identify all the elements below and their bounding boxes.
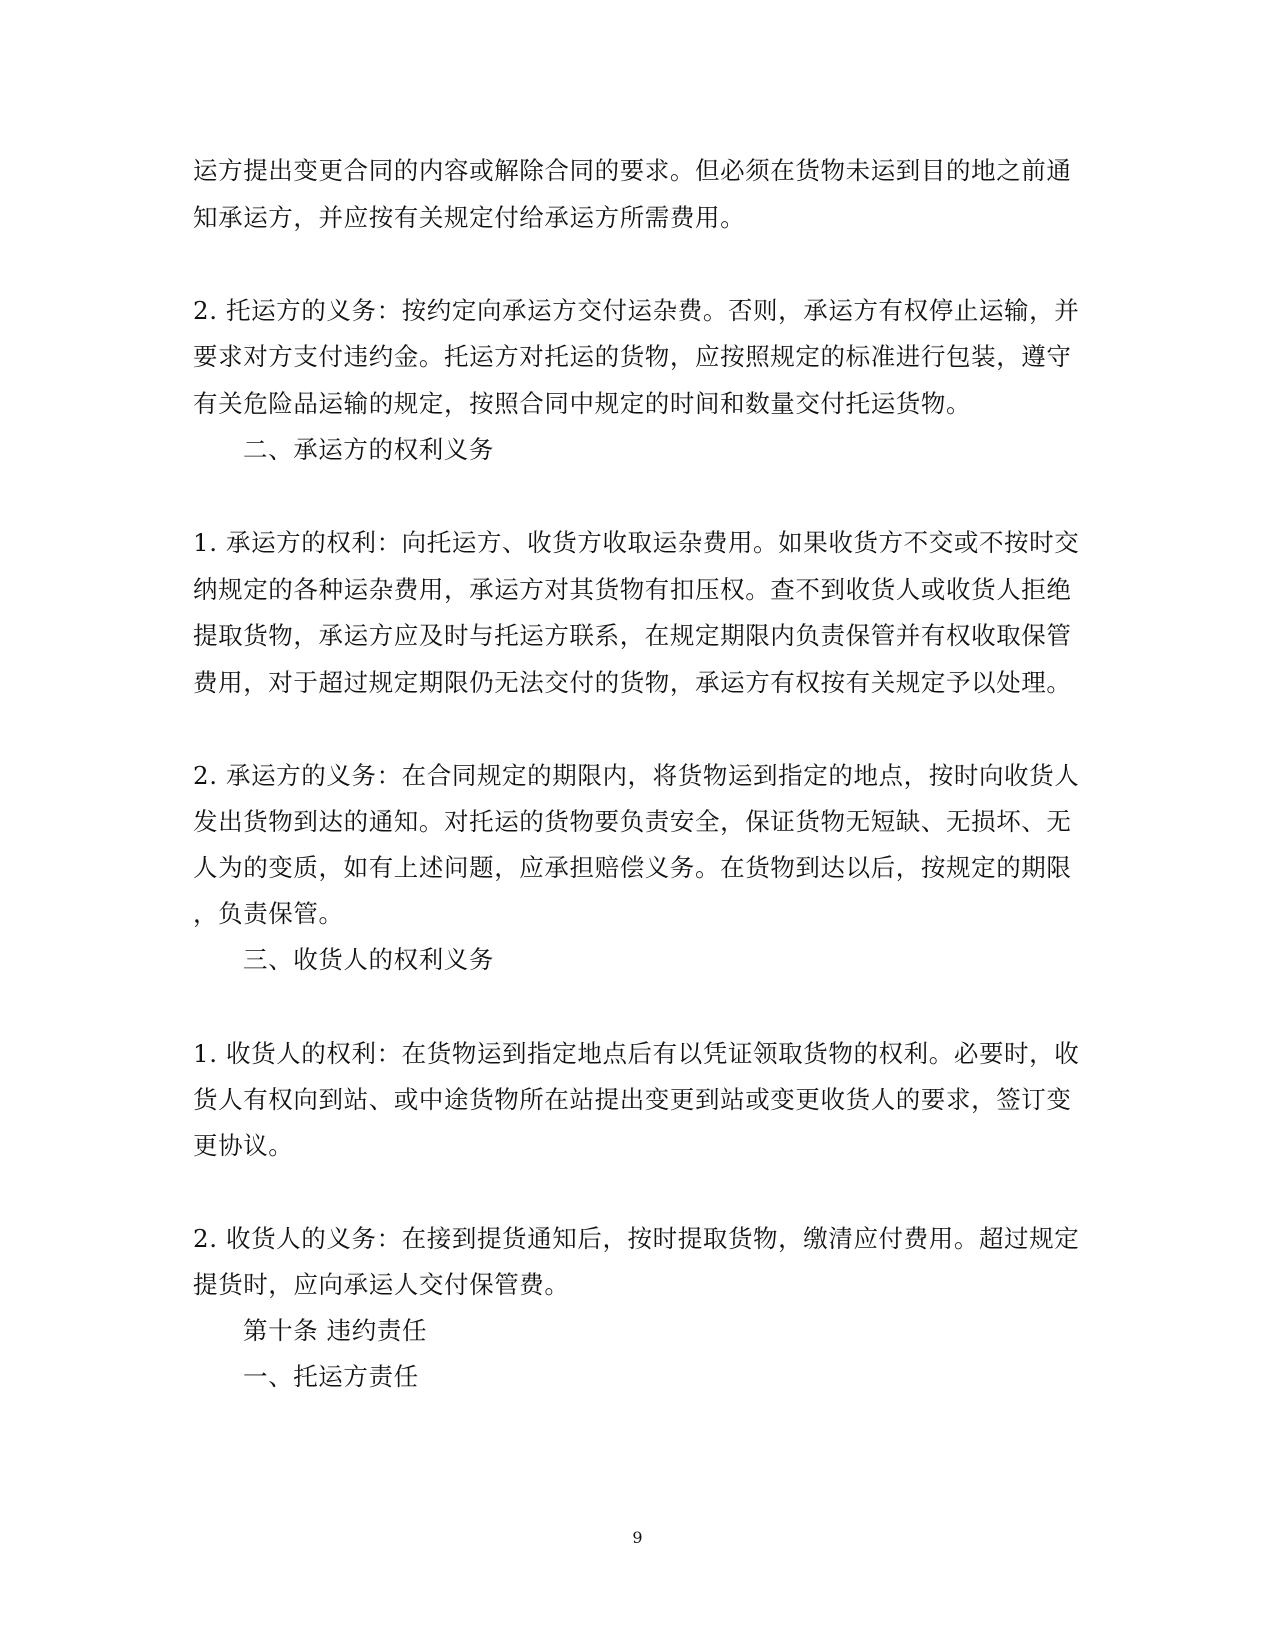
text-line: 提取货物，承运方应及时与托运方联系，在规定期限内负责保管并有权收取保管 — [193, 621, 1072, 650]
text-line: 2. 托运方的义务：按约定向承运方交付运杂费。否则，承运方有权停止运输，并 — [193, 296, 1080, 325]
page-number: 9 — [632, 1528, 643, 1547]
text-line: 2. 承运方的义务：在合同规定的期限内，将货物运到指定的地点，按时向收货人 — [193, 761, 1080, 790]
text-line: ，负责保管。 — [193, 899, 344, 928]
text-line: 纳规定的各种运杂费用，承运方对其货物有扣压权。查不到收货人或收货人拒绝 — [193, 575, 1072, 604]
text-line: 发出货物到达的通知。对托运的货物要负责安全，保证货物无短缺、无损坏、无 — [193, 807, 1072, 836]
text-line: 货人有权向到站、或中途货物所在站提出变更到站或变更收货人的要求，签订变 — [193, 1085, 1072, 1114]
text-line: 人为的变质，如有上述问题，应承担赔偿义务。在货物到达以后，按规定的期限 — [193, 853, 1072, 882]
section-heading: 二、承运方的权利义务 — [243, 435, 494, 464]
text-line: 1. 收货人的权利：在货物运到指定地点后有以凭证领取货物的权利。必要时，收 — [193, 1039, 1080, 1068]
section-heading: 一、托运方责任 — [243, 1362, 419, 1391]
text-line: 2. 收货人的义务：在接到提货通知后，按时提取货物，缴清应付费用。超过规定 — [193, 1224, 1080, 1253]
text-line: 要求对方支付违约金。托运方对托运的货物，应按照规定的标准进行包装，遵守 — [193, 342, 1072, 371]
text-line: 有关危险品运输的规定，按照合同中规定的时间和数量交付托运货物。 — [193, 389, 972, 418]
text-line: 运方提出变更合同的内容或解除合同的要求。但必须在货物未运到目的地之前通 — [193, 156, 1072, 185]
text-line: 提货时，应向承运人交付保管费。 — [193, 1270, 570, 1299]
text-line: 更协议。 — [193, 1131, 294, 1160]
text-line: 知承运方，并应按有关规定付给承运方所需费用。 — [193, 203, 746, 232]
text-line: 费用，对于超过规定期限仍无法交付的货物，承运方有权按有关规定予以处理。 — [193, 668, 1072, 697]
text-line: 1. 承运方的权利：向托运方、收货方收取运杂费用。如果收货方不交或不按时交 — [193, 528, 1080, 557]
section-heading: 三、收货人的权利义务 — [243, 945, 494, 974]
article-heading: 第十条 违约责任 — [243, 1316, 428, 1345]
